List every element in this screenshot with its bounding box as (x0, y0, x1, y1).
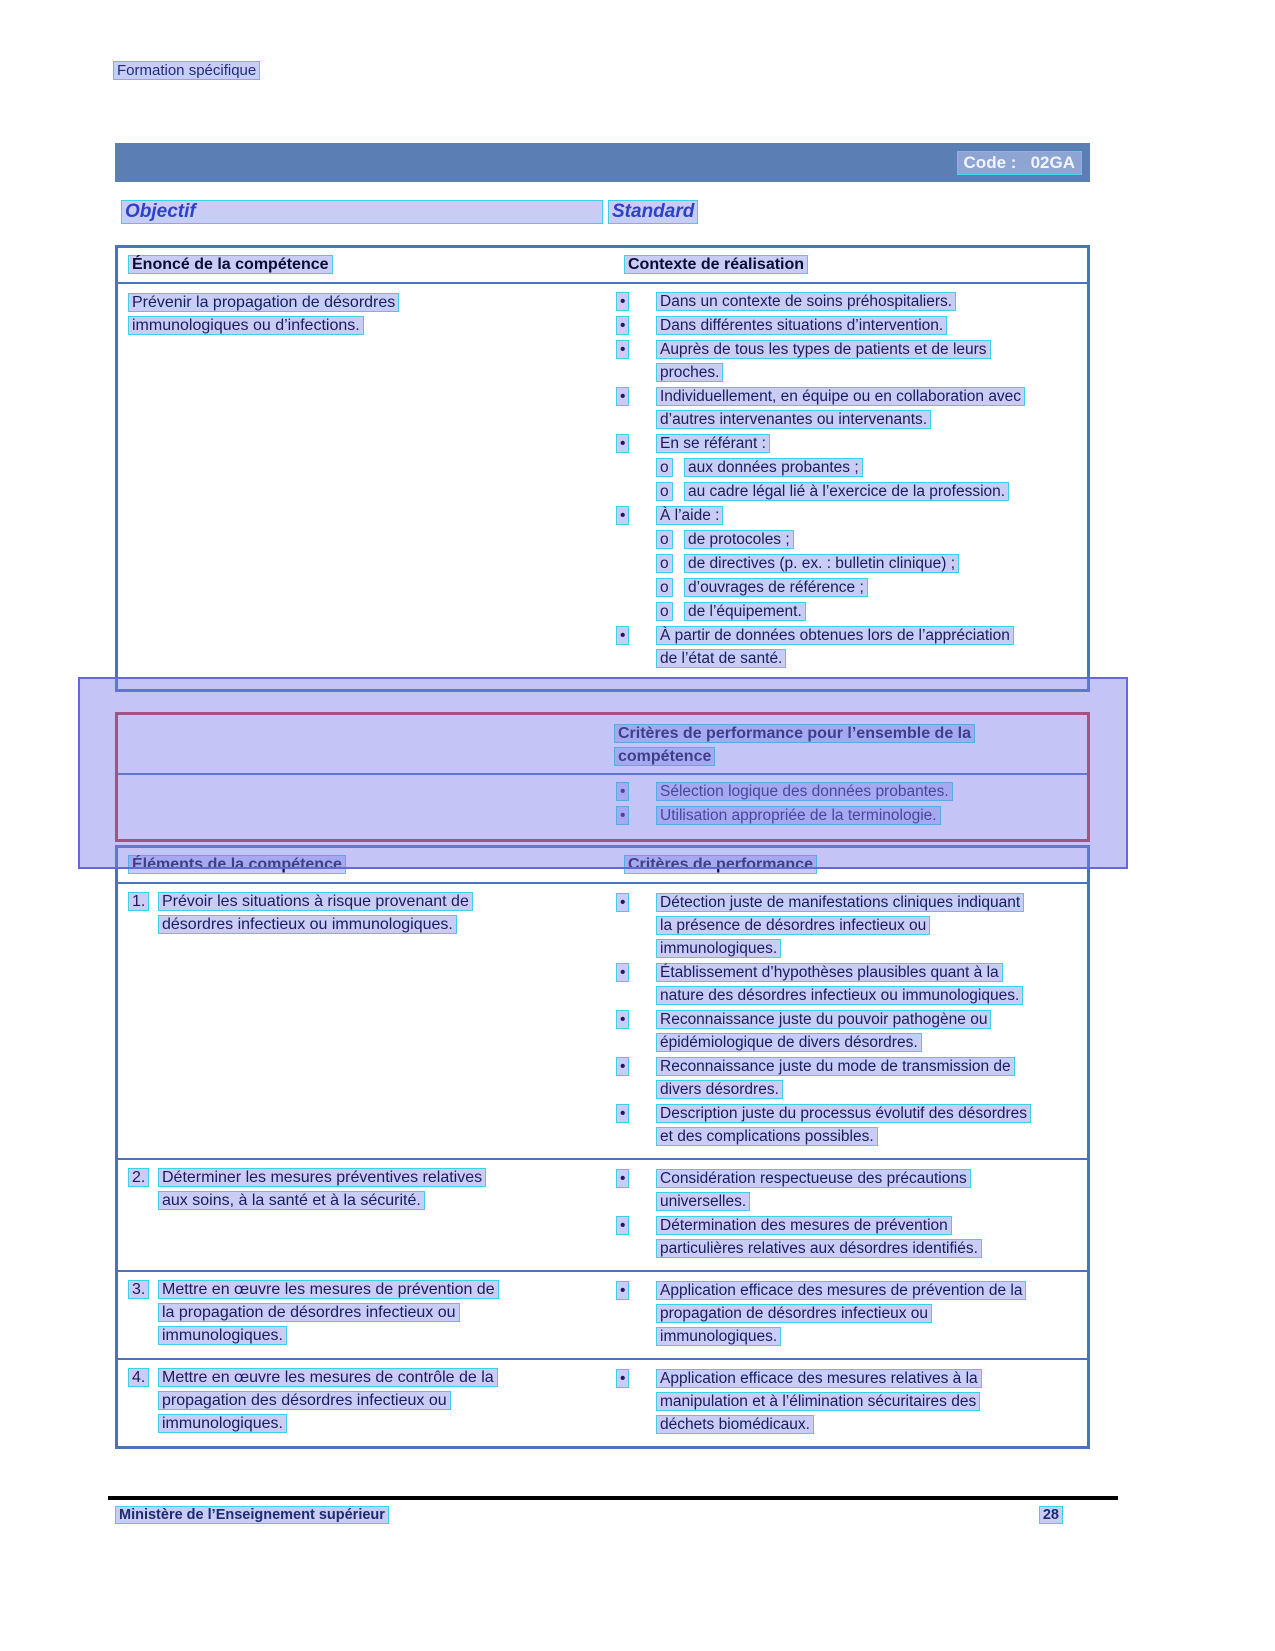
list-item (616, 624, 1087, 670)
circle-bullet-icon: o (656, 528, 684, 551)
bullet-icon: • (616, 891, 656, 960)
element-cell (118, 1366, 614, 1442)
title-bar (115, 143, 1090, 182)
criteria-list (614, 890, 1087, 1154)
section-headings (121, 200, 698, 224)
overall-performance-title: Critères de performance pour l’ensemble de la compétence (614, 724, 975, 766)
overall-performance-list (614, 779, 1087, 833)
list-item (616, 1102, 1087, 1148)
list-item-text: au cadre légal lié à l’exercice de la profession. (684, 482, 1009, 501)
element-number: 2. (128, 1166, 158, 1266)
list-item-text: Individuellement, en équipe ou en collaboration avec d’autres intervenantes ou intervenants. (656, 387, 1025, 429)
page-number: 28 (1039, 1506, 1063, 1524)
bullet-icon: • (616, 1214, 656, 1260)
list-item-text: Sélection logique des données probantes. (656, 782, 953, 801)
col-header-contexte: Contexte de réalisation (624, 255, 808, 274)
list-item-text: En se référant : (656, 434, 770, 453)
list-subitem (656, 600, 1087, 623)
criteria-list (614, 1166, 1087, 1266)
list-item (616, 891, 1087, 960)
list-item-text: aux données probantes ; (684, 458, 863, 477)
list-item (616, 385, 1087, 431)
bullet-icon: • (616, 338, 656, 384)
element-cell (118, 890, 614, 1154)
list-item-text: Description juste du processus évolutif des désordres et des complications possibles. (656, 1104, 1031, 1146)
col-header-criteres: Critères de performance (624, 855, 817, 874)
list-item-text: Reconnaissance juste du mode de transmission de divers désordres. (656, 1057, 1015, 1099)
overall-performance-title-cell (614, 722, 1087, 768)
header-cell-elements (118, 856, 614, 874)
list-item-text: de protocoles ; (684, 530, 794, 549)
list-item (616, 1055, 1087, 1101)
table-row (118, 884, 1087, 1160)
circle-bullet-icon: o (656, 480, 684, 503)
bullet-icon: • (616, 780, 656, 803)
competence-table-body (118, 284, 1087, 676)
bullet-icon: • (616, 290, 656, 313)
table-row (118, 1272, 1087, 1360)
header-cell-enonce (118, 256, 614, 274)
footer-rule (108, 1496, 1118, 1500)
list-subitem (656, 456, 1087, 479)
list-item (616, 1367, 1087, 1436)
list-item-text: de directives (p. ex. : bulletin clinique) ; (684, 554, 959, 573)
bullet-icon: • (616, 1055, 656, 1101)
context-list (614, 289, 1087, 676)
list-subitem (656, 480, 1087, 503)
list-item-text: Dans un contexte de soins préhospitaliers. (656, 292, 956, 311)
bullet-icon: • (616, 385, 656, 431)
criteria-list (614, 1366, 1087, 1442)
bullet-icon: • (616, 1102, 656, 1148)
circle-bullet-icon: o (656, 576, 684, 599)
list-item-text: À l’aide : (656, 506, 723, 525)
list-item-text: Application efficace des mesures relatives à la manipulation et à l’élimination sécuritaires des déchets biomédicaux. (656, 1369, 982, 1434)
bullet-icon: • (616, 314, 656, 337)
criteria-cell (614, 1166, 1087, 1266)
element-text: Mettre en œuvre les mesures de prévention de la propagation de désordres infectieux ou immunologiques. (158, 1280, 499, 1345)
list-item-text: Détermination des mesures de prévention particulières relatives aux désordres identifiés. (656, 1216, 982, 1258)
bullet-icon: • (616, 504, 656, 527)
competence-statement: Prévenir la propagation de désordres immunologiques ou d’infections. (128, 293, 399, 335)
element-text: Prévoir les situations à risque provenant de désordres infectieux ou immunologiques. (158, 892, 473, 934)
list-item (616, 1008, 1087, 1054)
overall-performance-header (118, 715, 1087, 775)
list-item-text: de l’équipement. (684, 602, 806, 621)
element-number: 3. (128, 1278, 158, 1354)
competence-statement-cell (118, 289, 614, 676)
footer (115, 1506, 1063, 1524)
elements-table (115, 845, 1090, 1449)
bullet-icon: • (616, 432, 656, 455)
list-item-text: Application efficace des mesures de prévention de la propagation de désordres infectieux ou immunologiques. (656, 1281, 1026, 1346)
page-header-note (113, 62, 260, 79)
list-item-text: Reconnaissance juste du pouvoir pathogène ou épidémiologique de divers désordres. (656, 1010, 991, 1052)
criteria-list (614, 1278, 1087, 1354)
table-row (118, 1160, 1087, 1272)
competence-table (115, 245, 1090, 692)
criteria-cell (614, 890, 1087, 1154)
element-number: 4. (128, 1366, 158, 1442)
circle-bullet-icon: o (656, 456, 684, 479)
bullet-icon: • (616, 624, 656, 670)
overall-performance-body (118, 775, 1087, 839)
circle-bullet-icon: o (656, 552, 684, 575)
list-item-text: Dans différentes situations d’intervention. (656, 316, 947, 335)
circle-bullet-icon: o (656, 600, 684, 623)
list-item (616, 290, 1087, 313)
header-cell-contexte (614, 256, 1087, 274)
list-item (616, 1214, 1087, 1260)
overall-performance-box (115, 712, 1090, 842)
list-item (616, 1279, 1087, 1348)
list-item-text: À partir de données obtenues lors de l’appréciation de l’état de santé. (656, 626, 1014, 668)
list-subitem (656, 552, 1087, 575)
list-item-text: Détection juste de manifestations cliniques indiquant la présence de désordres infectieux ou immunologiques. (656, 893, 1024, 958)
bullet-icon: • (616, 961, 656, 1007)
list-item-text: Auprès de tous les types de patients et de leurs proches. (656, 340, 991, 382)
bullet-icon: • (616, 1008, 656, 1054)
element-cell (118, 1166, 614, 1266)
list-item-text: Établissement d’hypothèses plausibles quant à la nature des désordres infectieux ou immunologiques. (656, 963, 1023, 1005)
list-item (616, 504, 1087, 527)
list-item (616, 804, 1087, 827)
list-item (616, 961, 1087, 1007)
footer-ministry: Ministère de l’Enseignement supérieur (115, 1506, 389, 1524)
empty-cell (118, 779, 614, 833)
bullet-icon: • (616, 1167, 656, 1213)
table-row (118, 1360, 1087, 1446)
list-item-text: d’ouvrages de référence ; (684, 578, 868, 597)
list-item (616, 780, 1087, 803)
document-code: Code : 02GA (957, 151, 1082, 175)
list-subitem (656, 576, 1087, 599)
header-cell-criteres (614, 856, 1087, 874)
list-item (616, 1167, 1087, 1213)
list-item (616, 338, 1087, 384)
context-cell (614, 289, 1087, 676)
standard-heading: Standard (608, 200, 698, 224)
empty-cell (118, 722, 614, 768)
element-number: 1. (128, 890, 158, 1154)
list-item (616, 314, 1087, 337)
col-header-elements: Éléments de la compétence (128, 855, 346, 874)
elements-table-header (118, 848, 1087, 884)
bullet-icon: • (616, 804, 656, 827)
objectif-heading: Objectif (121, 200, 603, 224)
list-item (616, 432, 1087, 455)
bullet-icon: • (616, 1279, 656, 1348)
criteria-cell (614, 1278, 1087, 1354)
list-subitem (656, 528, 1087, 551)
col-header-enonce: Énoncé de la compétence (128, 255, 333, 274)
page-header-note-text: Formation spécifique (113, 61, 260, 80)
list-item-text: Considération respectueuse des précautions universelles. (656, 1169, 971, 1211)
element-text: Déterminer les mesures préventives relatives aux soins, à la santé et à la sécurité. (158, 1168, 486, 1210)
bullet-icon: • (616, 1367, 656, 1436)
criteria-cell (614, 1366, 1087, 1442)
element-text: Mettre en œuvre les mesures de contrôle de la propagation des désordres infectieux ou immunologiques. (158, 1368, 498, 1433)
list-item-text: Utilisation appropriée de la terminologie. (656, 806, 941, 825)
competence-table-header (118, 248, 1087, 284)
element-cell (118, 1278, 614, 1354)
